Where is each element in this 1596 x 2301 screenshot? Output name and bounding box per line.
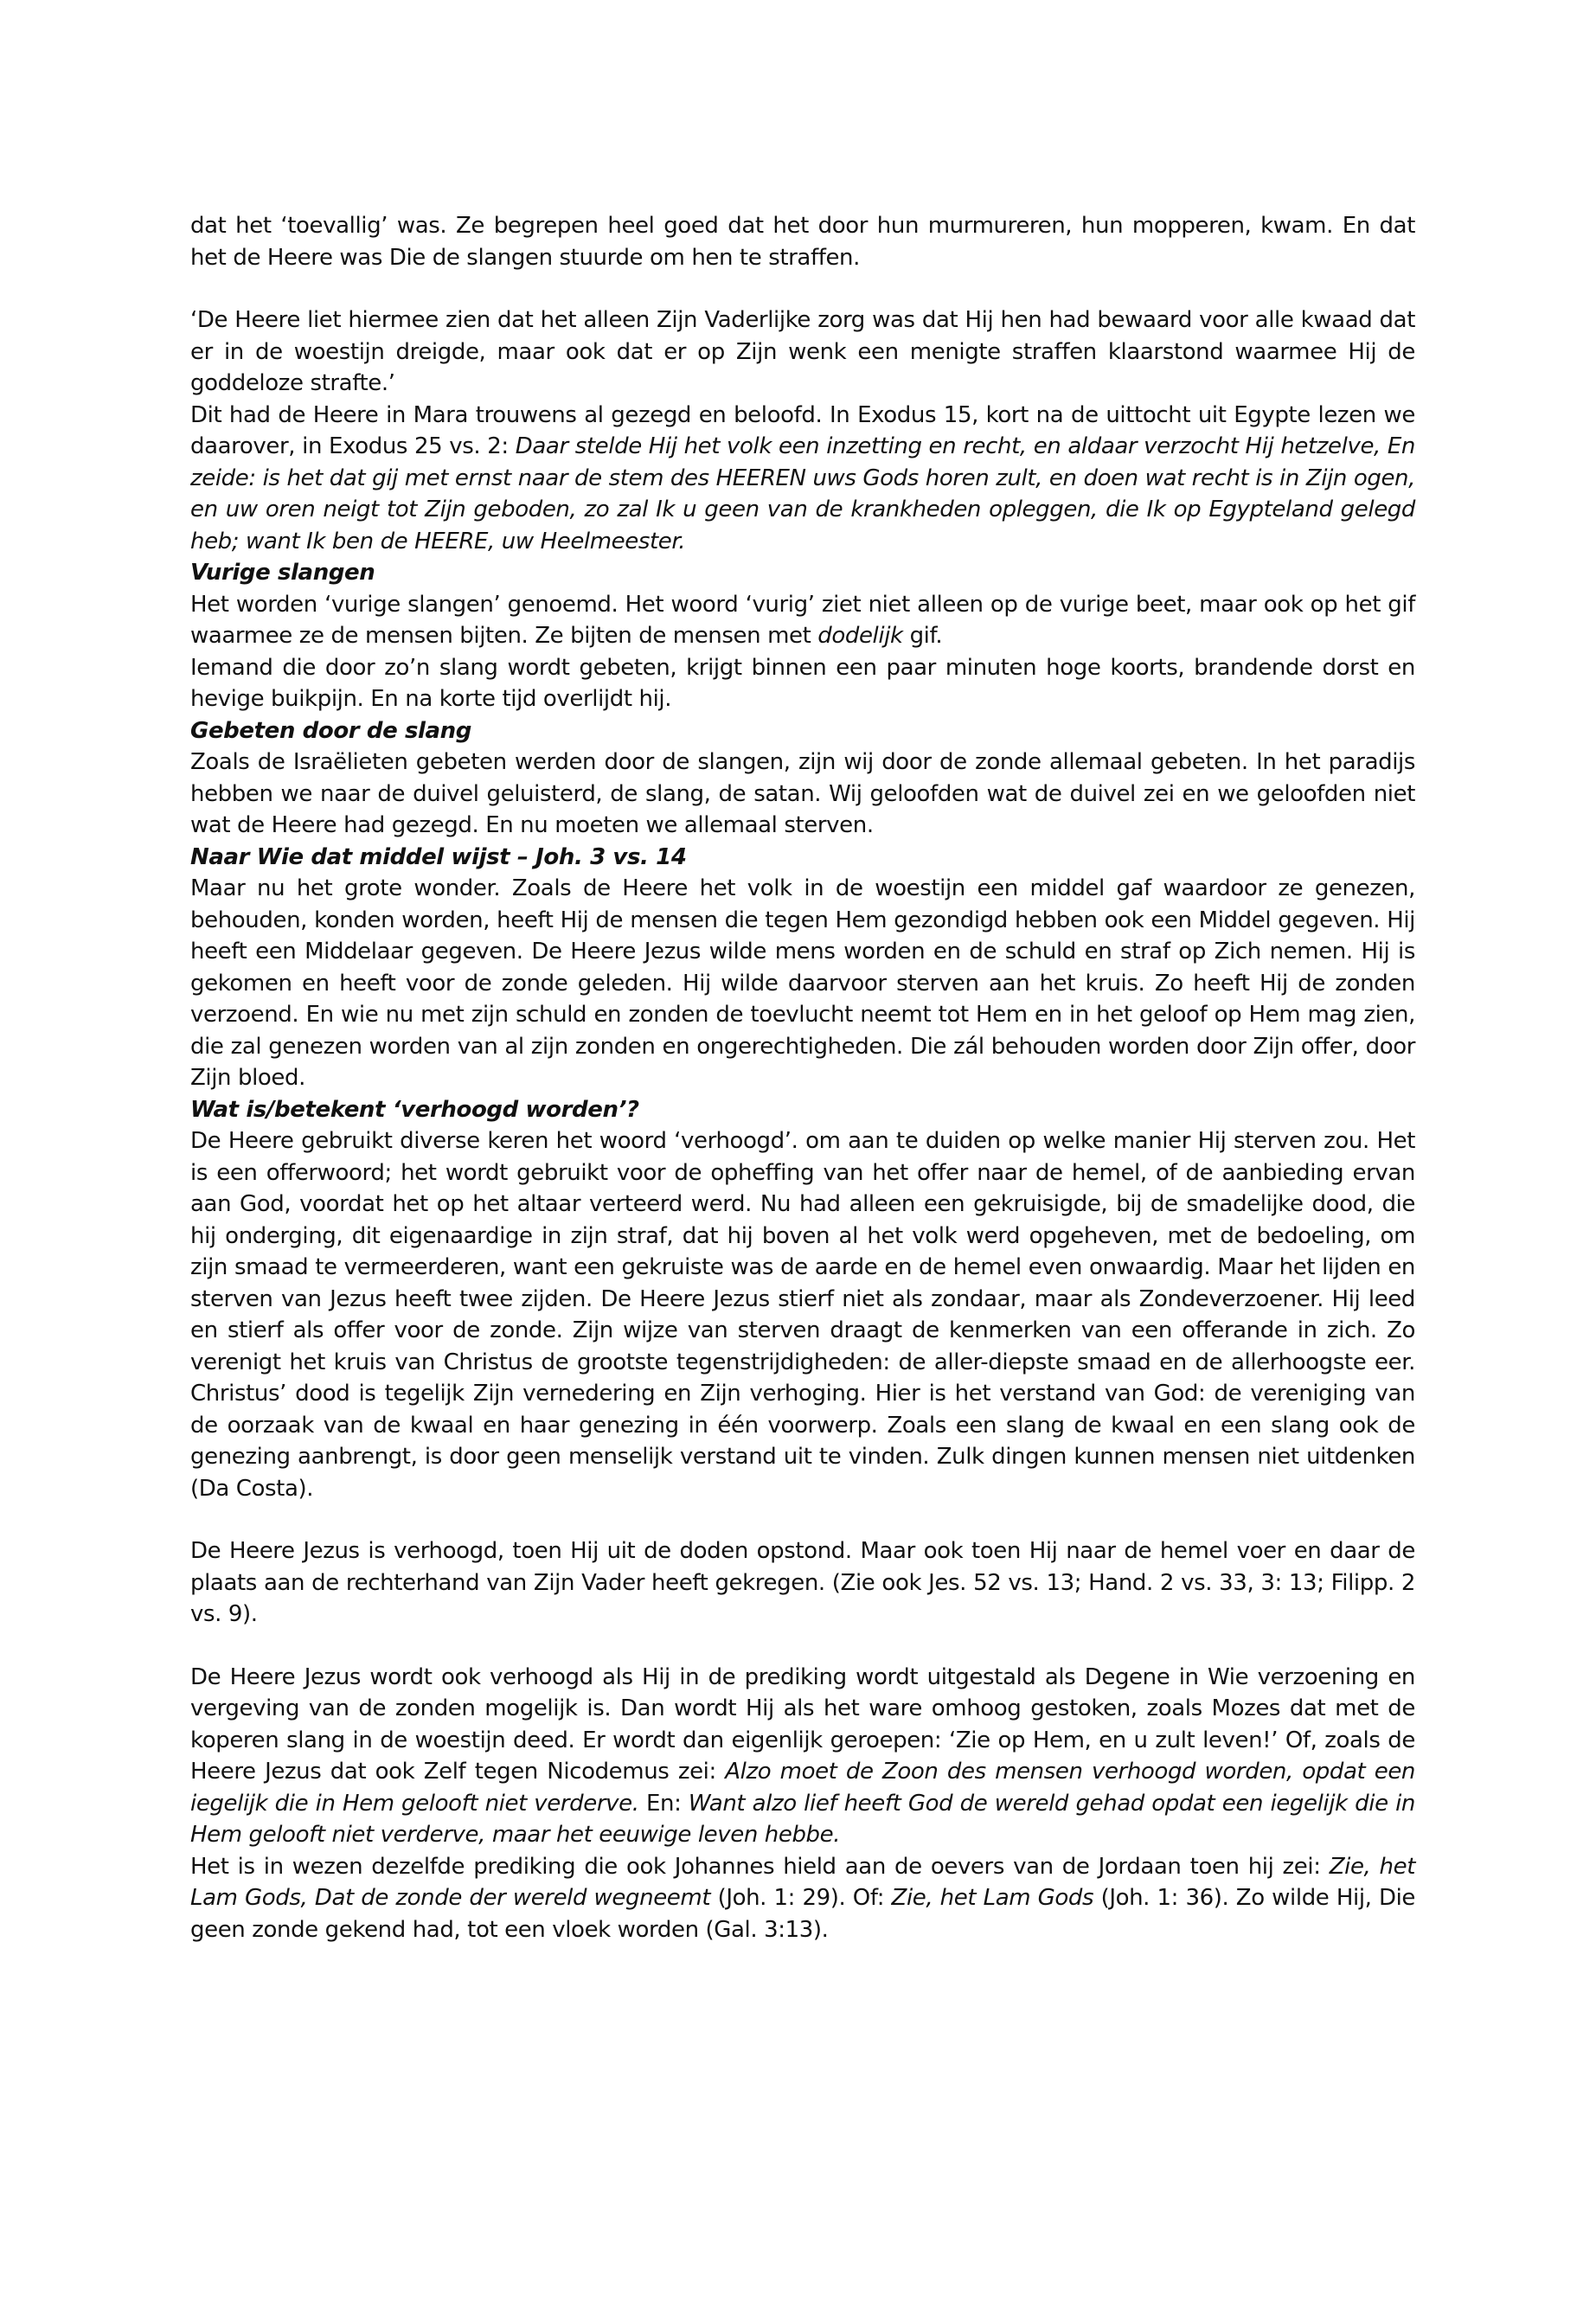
lam-gods-quote-1: Zie, het Lam Gods, Dat de zonde der wereld wegneemt (190, 1853, 1416, 1911)
gebeten-paragraph-1: Zoals de Israëlieten gebeten werden door de slangen, zijn wij door de zonde allemaal gebeten. In het paradijs hebben we naar de duivel geluisterd, de slang, de satan. Wij geloofden wat de duivel zei en we geloofden niet wat de Heere had gezegd. En nu moeten we allemaal sterven. (190, 749, 1415, 838)
intro-paragraph-3 (190, 400, 1415, 558)
heading-vurige-slangen: Vurige slangen (190, 560, 375, 586)
vurige-paragraph-1 (190, 589, 1415, 652)
john-3-16-quote: Want alzo lief heeft God de wereld gehad opdat een iegelijk die in Hem gelooft niet verderve, maar het eeuwige leven hebbe. (190, 1790, 1415, 1848)
vurige-paragraph-2: Iemand die door zo’n slang wordt gebeten, krijgt binnen een paar minuten hoge koorts, brandende dorst en hevige buikpijn. En na korte tijd overlijdt hij. (190, 654, 1415, 712)
intro-paragraph-3-text: Dit had de Heere in Mara trouwens al gezegd en beloofd. In Exodus 15, kort na de uittocht uit Egypte lezen we daarover, in Exodus 25 vs. 2: (190, 401, 1415, 459)
verhoogd-paragraph-4-text-b: (Joh. 1: 29). Of: (710, 1885, 892, 1911)
heading-verhoogd: Wat is/betekent ‘verhoogd worden’? (190, 1096, 639, 1123)
verhoogd-paragraph-3-text-a: De Heere Jezus wordt ook verhoogd als Hij in de prediking wordt uitgestald als Degene in Wie verzoening en vergeving van de zonden mogelijk is. Dan wordt Hij als het ware omhoog gestoken, zoals Mozes dat met de koperen slang in de woestijn deed. Er wordt dan eigenlijk geroepen: ‘Zie op Hem, en u zult leven!’ Of, zoals de Heere Jezus dat ook Zelf tegen Nicodemus zei: (190, 1663, 1415, 1785)
document-page (190, 210, 1415, 1945)
vurige-paragraph-1-text-a: Het worden ‘vurige slangen’ genoemd. Het woord ‘vurig’ ziet niet alleen op de vurige beet, maar ook op het gif waarmee ze de mensen bijten. Ze bijten de mensen met (190, 591, 1415, 649)
exodus-quote: Daar stelde Hij het volk een inzetting en recht, en aldaar verzocht Hij hetzelve, En zeide: is het dat gij met ernst naar de stem des HEEREN uws Gods horen zult, en doen wat recht is in Zijn ogen, en uw oren neigt tot Zijn geboden, zo zal Ik u geen van de krankheden opleggen, die Ik op Egypteland gelegd heb; want Ik ben de HEERE, uw Heelmeester. (190, 433, 1416, 554)
verhoogd-paragraph-3-text-b: En: (638, 1790, 689, 1817)
intro-paragraph-1: dat het ‘toevallig’ was. Ze begrepen heel goed dat het door hun murmureren, hun mopperen, kwam. En dat het de Heere was Die de slangen stuurde om hen te straffen. (190, 213, 1415, 271)
vurige-paragraph-1-emphasis: dodelijk (817, 623, 903, 649)
verhoogd-paragraph-4-text-a: Het is in wezen dezelfde prediking die ook Johannes hield aan de oevers van de Jordaan toen hij zei: (190, 1853, 1330, 1880)
verhoogd-paragraph-3 (190, 1662, 1415, 1851)
verhoogd-paragraph-4 (190, 1851, 1415, 1946)
naar-paragraph-1: Maar nu het grote wonder. Zoals de Heere het volk in de woestijn een middel gaf waardoor ze genezen, behouden, konden worden, heeft Hij de mensen die tegen Hem gezondigd hebben ook een Middel gegeven. Hij heeft een Middelaar gegeven. De Heere Jezus wilde mens worden en de schuld en straf op Zich nemen. Hij is gekomen en heeft voor de zonde geleden. Hij wilde daarvoor sterven aan het kruis. Zo heeft Hij de zonden verzoend. En wie nu met zijn schuld en zonden de toevlucht neemt tot Hem en in het geloof op Hem mag zien, die zal genezen worden van al zijn zonden en ongerechtigheden. Die zál behouden worden door Zijn offer, door Zijn bloed. (190, 875, 1415, 1091)
heading-naar-wie: Naar Wie dat middel wijst – Joh. 3 vs. 14 (190, 843, 687, 870)
verhoogd-paragraph-1: De Heere gebruikt diverse keren het woord ‘verhoogd’. om aan te duiden op welke manier Hij sterven zou. Het is een offerwoord; het wordt gebruikt voor de opheffing van het offer naar de hemel, of de aanbieding ervan aan God, voordat het op het altaar verteerd werd. Nu had alleen een gekruisigde, bij de smadelijke dood, die hij onderging, dit eigenaardige in zijn straf, dat hij boven al het volk werd opgeheven, met de bedoeling, om zijn smaad te vermeerderen, want een gekruiste was de aarde en de hemel even onwaardig. Maar het lijden en sterven van Jezus heeft twee zijden. De Heere Jezus stierf niet als zondaar, maar als Zondeverzoener. Hij leed en stierf als offer voor de zonde. Zijn wijze van sterven draagt de kenmerken van een offerande in zich. Zo verenigt het kruis van Christus de grootste tegenstrijdigheden: de aller-diepste smaad en de allerhoogste eer. Christus’ dood is tegelijk Zijn vernedering en Zijn verhoging. Hier is het verstand van God: de vereniging van de oorzaak van de kwaal en haar genezing in één voorwerp. Zoals een slang de kwaal en een slang ook de genezing aanbrengt, is door geen menselijk verstand uit te vinden. Zulk dingen kunnen mensen niet uitdenken (Da Costa). (190, 1128, 1415, 1502)
heading-gebeten: Gebeten door de slang (190, 717, 472, 744)
intro-paragraph-2: ‘De Heere liet hiermee zien dat het alleen Zijn Vaderlijke zorg was dat Hij hen had bewaard voor alle kwaad dat er in de woestijn dreigde, maar ook dat er op Zijn wenk een menigte straffen klaarstond waarmee Hij de goddeloze strafte.’ (190, 307, 1415, 396)
nicodemus-quote: Alzo moet de Zoon des mensen verhoogd worden, opdat een iegelijk die in Hem gelooft niet verderve. (190, 1759, 1415, 1817)
lam-gods-quote-2: Zie, het Lam Gods (891, 1885, 1094, 1911)
verhoogd-paragraph-4-text-c: (Joh. 1: 36). Zo wilde Hij, Die geen zonde gekend had, tot een vloek worden (Gal. 3:13). (190, 1885, 1416, 1943)
vurige-paragraph-1-text-b: gif. (902, 623, 943, 649)
verhoogd-paragraph-2: De Heere Jezus is verhoogd, toen Hij uit de doden opstond. Maar ook toen Hij naar de hemel voer en daar de plaats aan de rechterhand van Zijn Vader heeft gekregen. (Zie ook Jes. 52 vs. 13; Hand. 2 vs. 33, 3: 13; Filipp. 2 vs. 9). (190, 1538, 1415, 1627)
